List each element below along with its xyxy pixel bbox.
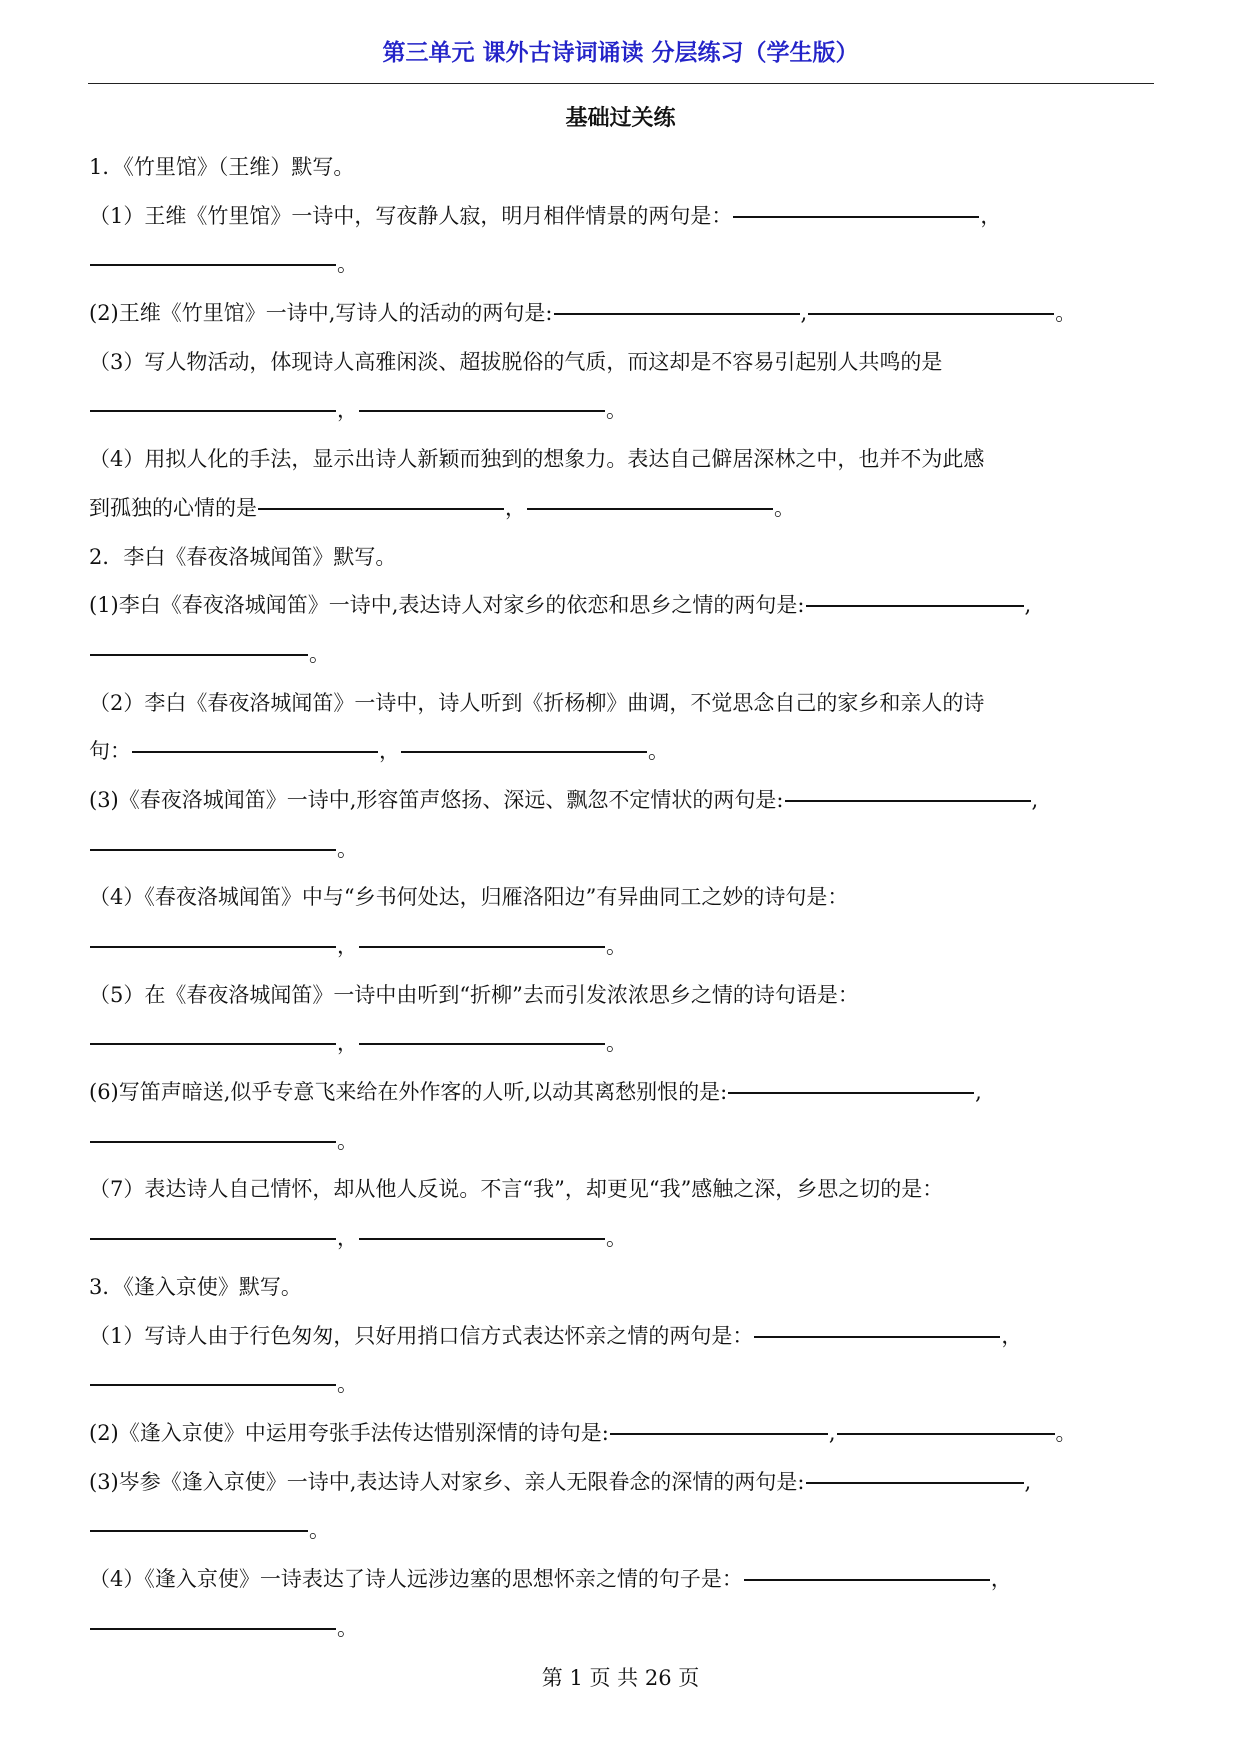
line-text: 。 (606, 1226, 627, 1251)
line-text: （4）用拟人化的手法，显示出诗人新颖而独到的想象力。表达自己僻居深林之中，也并不为此感 (89, 447, 985, 472)
line-text: (3)《春夜洛城闻笛》一诗中,形容笛声悠扬、深远、飘忽不定情状的两句是: (89, 787, 784, 812)
answer-blank[interactable] (90, 1141, 336, 1143)
text-line (89, 1070, 1159, 1119)
text-line (89, 486, 1159, 535)
text-line (89, 1557, 1159, 1606)
line-text: (2)《逢入京使》中运用夸张手法传达惜别深情的诗句是: (89, 1420, 609, 1445)
line-text: 。 (774, 495, 795, 520)
text-line (89, 681, 1159, 730)
line-text: 句： (89, 739, 131, 764)
answer-blank[interactable] (359, 1043, 605, 1045)
answer-blank[interactable] (90, 1043, 336, 1045)
text-line (89, 1411, 1159, 1460)
line-text: , (1031, 787, 1039, 812)
text-line (89, 778, 1159, 827)
answer-blank[interactable] (359, 1238, 605, 1240)
line-text: 。 (606, 934, 627, 958)
answer-blank[interactable] (90, 1384, 336, 1386)
line-text: 2．李白《春夜洛城闻笛》默写。 (89, 544, 397, 569)
line-text: 到孤独的心情的是 (89, 495, 257, 520)
text-line (89, 291, 1159, 340)
answer-blank[interactable] (728, 1092, 974, 1094)
answer-blank[interactable] (90, 946, 336, 948)
line-text: 。 (1055, 1420, 1077, 1445)
line-text: （7）表达诗人自己情怀，却从他人反说。不言“我”，却更见“我”感触之深，乡思之切的是： (89, 1177, 944, 1202)
line-text: （3）写人物活动，体现诗人高雅闲淡、超拔脱俗的气质，而这却是不容易引起别人共鸣的是 (89, 349, 943, 374)
answer-blank[interactable] (806, 605, 1024, 607)
line-text: (2)王维《竹里馆》一诗中,写诗人的活动的两句是: (89, 301, 553, 326)
answer-blank[interactable] (837, 1433, 1055, 1435)
section-title: 基础过关练 (565, 106, 676, 131)
line-text: , (828, 1420, 836, 1445)
line-text: , (975, 1080, 982, 1105)
line-text: ， (379, 739, 400, 764)
line-text: （4）《逢入京使》一诗表达了诗人远涉边塞的思想怀亲之情的句子是： (89, 1566, 743, 1591)
text-line (89, 1606, 1159, 1655)
text-line (89, 1167, 1159, 1216)
text-line (89, 1460, 1159, 1509)
line-text: 。 (337, 1615, 358, 1640)
text-line (89, 145, 1159, 194)
line-text: ， (337, 1226, 358, 1251)
answer-blank[interactable] (90, 849, 336, 851)
answer-blank[interactable] (90, 1628, 336, 1630)
answer-blank[interactable] (359, 946, 605, 948)
text-line (89, 535, 1159, 584)
answer-blank[interactable] (806, 1482, 1024, 1484)
text-line (89, 924, 1159, 973)
answer-blank[interactable] (258, 508, 504, 510)
line-text: (3)岑参《逢入京使》一诗中,表达诗人对家乡、亲人无限眷念的深情的两句是: (89, 1469, 805, 1494)
line-text: 。 (309, 1518, 330, 1543)
text-line (89, 583, 1159, 632)
line-text: （4）《春夜洛城闻笛》中与“乡书何处达，归雁洛阳边”有异曲同工之妙的诗句是： (89, 885, 849, 910)
line-text: (6)写笛声暗送,似乎专意飞来给在外作客的人听,以动其离愁别恨的是: (89, 1080, 728, 1105)
line-text: , (800, 301, 808, 326)
line-text: 。 (337, 252, 358, 277)
line-text: （1）王维《竹里馆》一诗中，写夜静人寂，明月相伴情景的两句是： (89, 203, 733, 228)
text-line (89, 1314, 1159, 1363)
line-text: 3．《逢入京使》默写。 (89, 1274, 302, 1299)
exercise-content (89, 145, 1159, 1654)
line-text: （1）写诗人由于行色匆匆，只好用捎口信方式表达怀亲之情的两句是： (89, 1323, 754, 1348)
answer-blank[interactable] (132, 751, 378, 753)
answer-blank[interactable] (785, 800, 1031, 802)
line-text: , (1024, 1469, 1032, 1494)
line-text: （5）在《春夜洛城闻笛》一诗中由听到“折柳”去而引发浓浓思乡之情的诗句语是： (89, 982, 859, 1007)
answer-blank[interactable] (733, 216, 979, 218)
line-text: 。 (337, 1128, 358, 1153)
line-text: , (1024, 593, 1032, 618)
answer-blank[interactable] (527, 508, 773, 510)
text-line (89, 437, 1159, 486)
answer-blank[interactable] (90, 264, 336, 266)
line-text: 。 (648, 739, 669, 764)
line-text: ， (337, 398, 358, 423)
text-line (89, 340, 1159, 389)
line-text: ， (990, 1566, 1012, 1591)
text-line (89, 388, 1159, 437)
text-line (89, 875, 1159, 924)
header-divider (88, 83, 1154, 84)
line-text: 。 (309, 641, 330, 666)
text-line (89, 1216, 1159, 1265)
text-line (89, 1508, 1159, 1557)
line-text: (1)李白《春夜洛城闻笛》一诗中,表达诗人对家乡的依恋和思乡之情的两句是: (89, 593, 805, 618)
line-text: 。 (606, 398, 627, 423)
line-text: ， (337, 934, 358, 958)
line-text: 。 (606, 1031, 627, 1056)
text-line (89, 1265, 1159, 1314)
answer-blank[interactable] (90, 654, 308, 656)
line-text: ， (505, 495, 526, 520)
text-line (89, 729, 1159, 778)
text-line (89, 1362, 1159, 1411)
answer-blank[interactable] (90, 1530, 308, 1532)
answer-blank[interactable] (754, 1336, 1000, 1338)
text-line (89, 827, 1159, 876)
line-text: ， (1001, 1323, 1023, 1348)
answer-blank[interactable] (610, 1433, 828, 1435)
page-header-title: 第三单元 课外古诗词诵读 分层练习（学生版） (382, 40, 859, 66)
answer-blank[interactable] (554, 313, 800, 315)
line-text: 。 (337, 836, 358, 861)
answer-blank[interactable] (90, 1238, 336, 1240)
line-text: （2）李白《春夜洛城闻笛》一诗中，诗人听到《折杨柳》曲调，不觉思念自己的家乡和亲人的诗 (89, 690, 985, 715)
answer-blank[interactable] (401, 751, 647, 753)
text-line (89, 242, 1159, 291)
line-text: 。 (337, 1372, 358, 1397)
answer-blank[interactable] (90, 410, 336, 412)
answer-blank[interactable] (359, 410, 605, 412)
answer-blank[interactable] (744, 1579, 990, 1581)
answer-blank[interactable] (808, 313, 1054, 315)
text-line (89, 632, 1159, 681)
line-text: ， (980, 203, 1002, 228)
text-line (89, 973, 1159, 1022)
line-text: 。 (1055, 301, 1077, 326)
line-text: 1．《竹里馆》（王维）默写。 (89, 155, 355, 179)
page-footer: 第 1 页 共 26 页 (541, 1666, 700, 1690)
text-line (89, 1021, 1159, 1070)
text-line (89, 194, 1159, 243)
line-text: ， (337, 1031, 358, 1056)
text-line (89, 1119, 1159, 1168)
